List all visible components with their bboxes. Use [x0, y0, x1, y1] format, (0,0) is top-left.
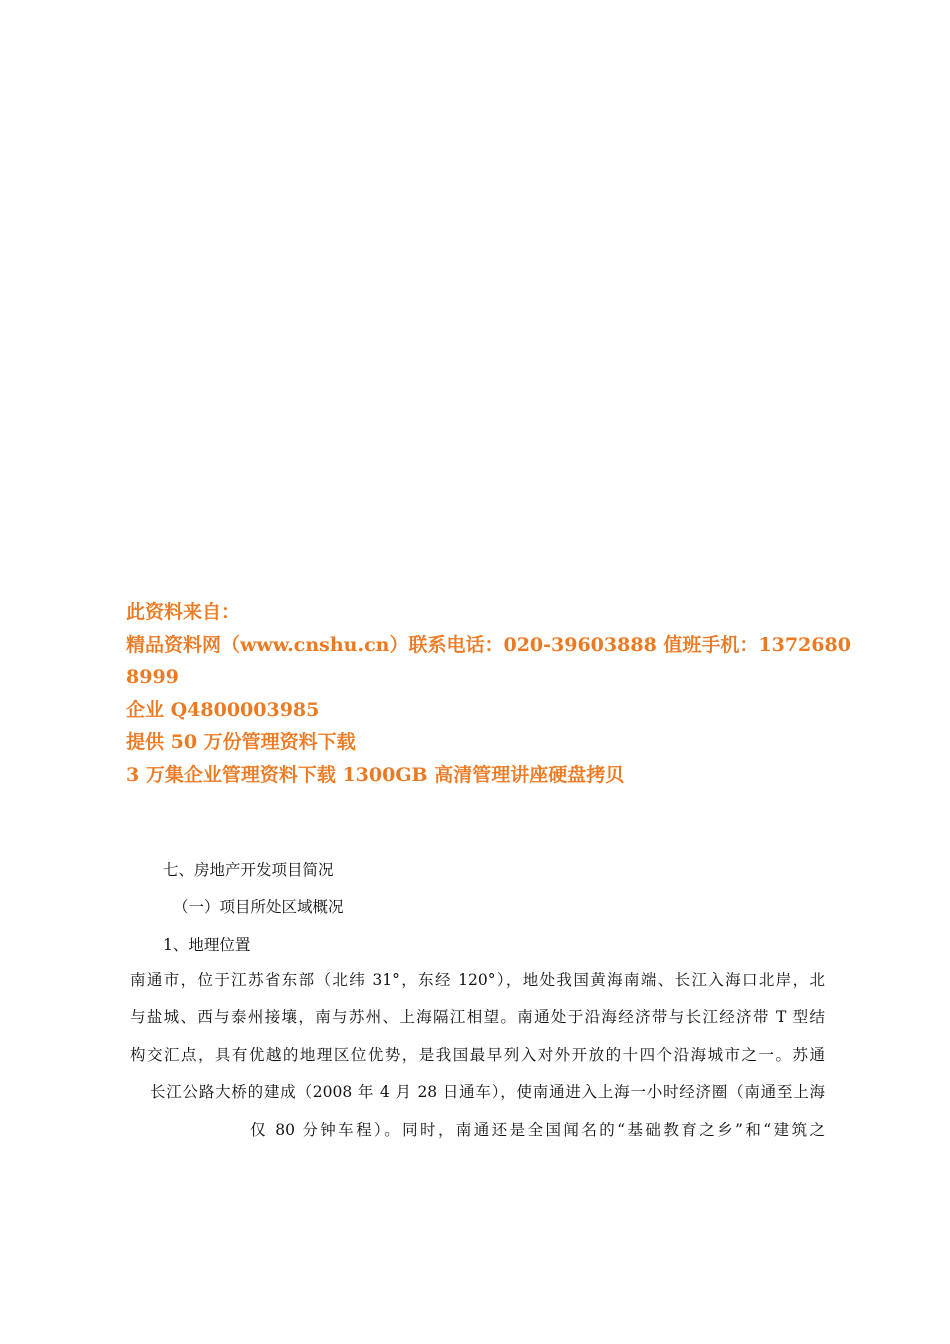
promo-site-contact-line-continued: 8999: [126, 666, 179, 688]
promo-offer-line: 提供 50 万份管理资料下载: [126, 731, 356, 753]
subsection-title: （一）项目所处区域概况: [173, 898, 344, 916]
paragraph-line: 仅 80 分钟车程）。同时，南通还是全国闻名的“基础教育之乡”和“建筑之: [250, 1121, 825, 1139]
paragraph-line: 与盐城、西与泰州接壤，南与苏州、上海隔江相望。南通处于沿海经济带与长江经济带 T 型结: [130, 1008, 825, 1026]
section-title: 七、房地产开发项目简况: [163, 861, 334, 879]
promo-site-contact-line: 精品资料网（www.cnshu.cn）联系电话：020-39603888 值班手机：1372680: [126, 633, 851, 656]
promo-bundle-line: 3 万集企业管理资料下载 1300GB 高清管理讲座硬盘拷贝: [126, 763, 625, 786]
paragraph-line: 构交汇点，具有优越的地理区位优势，是我国最早列入对外开放的十四个沿海城市之一。苏通: [130, 1046, 825, 1064]
paragraph-line: 长江公路大桥的建成（2008 年 4 月 28 日通车），使南通进入上海一小时经济圈（南通至上海: [150, 1083, 825, 1101]
item-title: 1、地理位置: [163, 936, 251, 954]
promo-source-label: 此资料来自：: [126, 601, 241, 623]
promo-qq-line: 企业 Q4800003985: [126, 698, 320, 721]
paragraph-line: 南通市，位于江苏省东部（北纬 31°，东经 120°），地处我国黄海南端、长江入海口北岸，北: [130, 971, 825, 989]
promo-block: [126, 596, 851, 791]
